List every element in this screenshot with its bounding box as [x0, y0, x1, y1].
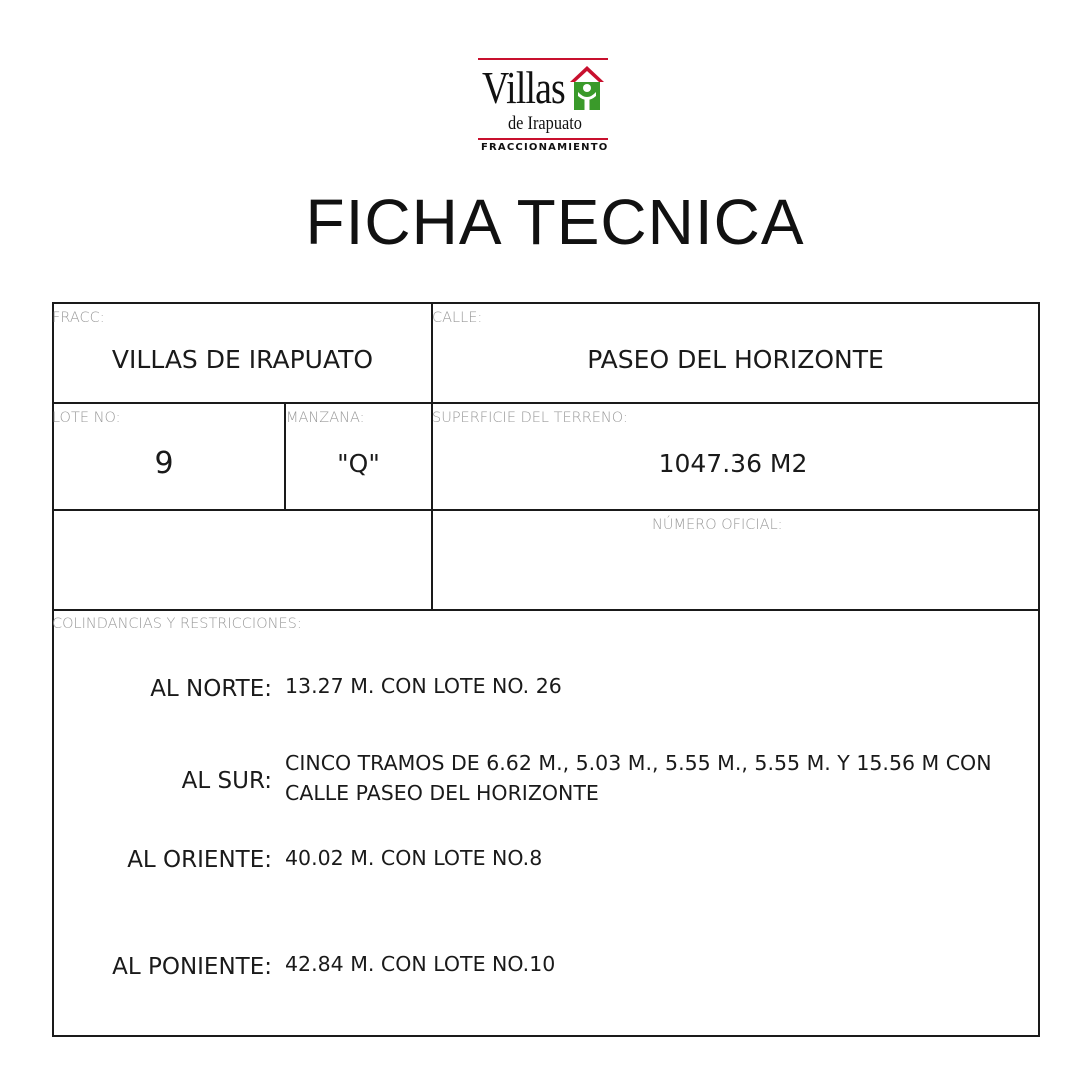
- table-border-right: [1038, 302, 1040, 1037]
- house-icon: [568, 64, 606, 110]
- norte-text: 13.27 M. CON LOTE NO. 26: [285, 674, 562, 698]
- table-border-top: [52, 302, 1040, 304]
- poniente-text: 42.84 M. CON LOTE NO.10: [285, 952, 556, 976]
- calle-value: PASEO DEL HORIZONTE: [587, 345, 884, 374]
- logo-bottom-rule: [478, 138, 608, 140]
- colindancias-label: COLINDANCIAS Y RESTRICCIONES:: [52, 616, 302, 632]
- lote-label: LOTE NO:: [52, 410, 121, 426]
- poniente-label: AL PONIENTE:: [112, 954, 272, 980]
- logo-subtitle: de Irapuato: [508, 113, 582, 134]
- logo-top-rule: [478, 58, 608, 60]
- table-divider-row1: [52, 402, 1040, 404]
- manzana-value: "Q": [337, 449, 380, 478]
- page-title: FICHA TECNICA: [305, 186, 805, 258]
- manzana-label: MANZANA:: [286, 410, 365, 426]
- table-divider-row2: [52, 509, 1040, 511]
- fracc-value: VILLAS DE IRAPUATO: [111, 345, 374, 374]
- oriente-text: 40.02 M. CON LOTE NO.8: [285, 846, 543, 870]
- superficie-value: 1047.36 M2: [658, 449, 808, 478]
- fracc-label: FRACC:: [52, 310, 105, 326]
- calle-label: CALLE:: [432, 310, 483, 326]
- logo-tagline: FRACCIONAMIENTO: [481, 142, 609, 153]
- norte-label: AL NORTE:: [150, 676, 272, 702]
- sur-label: AL SUR:: [181, 768, 272, 794]
- superficie-label: SUPERFICIE DEL TERRENO:: [432, 410, 628, 426]
- sur-text: CINCO TRAMOS DE 6.62 M., 5.03 M., 5.55 M., 5.55 M. Y 15.56 M CON CALLE PASEO DEL HORIZONTE: [285, 751, 992, 805]
- logo-wordmark: Villas: [482, 62, 565, 113]
- lote-value: 9: [154, 446, 174, 481]
- villas-logo: [478, 58, 608, 158]
- table-border-bottom: [52, 1035, 1040, 1037]
- table-divider-row3: [52, 609, 1040, 611]
- oriente-label: AL ORIENTE:: [127, 847, 272, 873]
- numero-oficial-label: NÚMERO OFICIAL:: [652, 517, 783, 533]
